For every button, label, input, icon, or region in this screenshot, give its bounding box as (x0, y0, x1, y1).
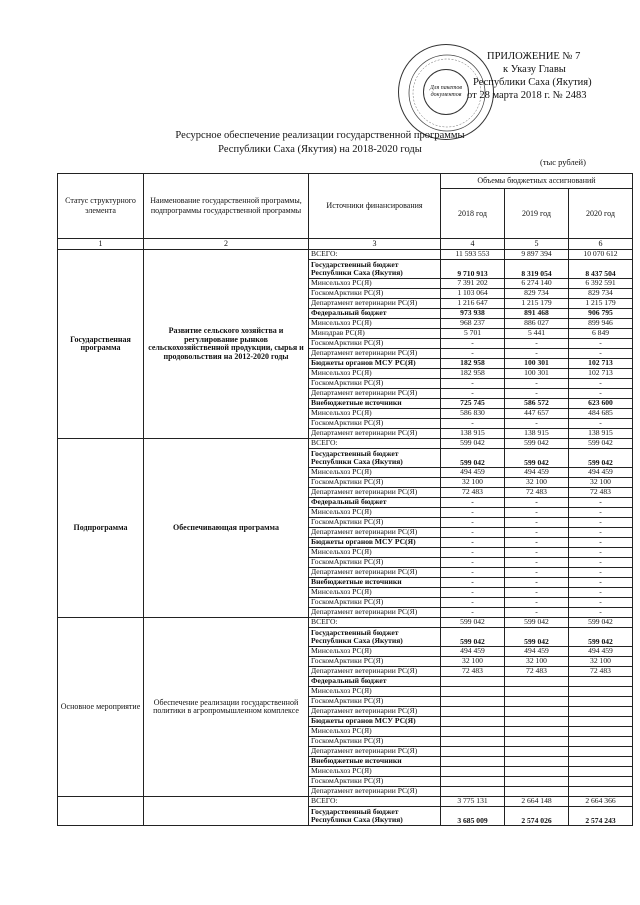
source-cell: Федеральный бюджет (309, 309, 441, 319)
value-2020: 484 685 (569, 409, 633, 419)
value-2019: - (505, 528, 569, 538)
value-2019: 6 274 140 (505, 279, 569, 289)
value-2018 (441, 697, 505, 707)
value-2018: - (441, 578, 505, 588)
seal-text: Для пакетов документов (430, 85, 462, 98)
value-2018: - (441, 339, 505, 349)
value-2018 (441, 757, 505, 767)
value-2020: 599 042 (569, 628, 633, 647)
units-label: (тыс рублей) (540, 157, 586, 167)
header-2020: 2020 год (569, 189, 633, 239)
value-2020: 6 849 (569, 329, 633, 339)
value-2019: - (505, 508, 569, 518)
source-cell: Минсельхоз РС(Я) (309, 319, 441, 329)
value-2020: 72 483 (569, 667, 633, 677)
value-2019: 32 100 (505, 478, 569, 488)
source-cell: Государственный бюджет Республики Саха (Якутия) (309, 260, 441, 279)
value-2018: 72 483 (441, 488, 505, 498)
value-2020: - (569, 548, 633, 558)
col-number-3: 3 (309, 239, 441, 250)
value-2018: - (441, 588, 505, 598)
value-2020: - (569, 578, 633, 588)
source-cell: ГоскомАрктики РС(Я) (309, 777, 441, 787)
value-2018: - (441, 379, 505, 389)
value-2019: - (505, 588, 569, 598)
value-2018: 494 459 (441, 647, 505, 657)
value-2020: - (569, 389, 633, 399)
value-2018: - (441, 538, 505, 548)
source-cell: Минсельхоз РС(Я) (309, 508, 441, 518)
value-2020: 623 600 (569, 399, 633, 409)
source-cell: Минсельхоз РС(Я) (309, 588, 441, 598)
value-2020: - (569, 498, 633, 508)
status-cell: Подпрограмма (58, 439, 144, 618)
value-2019: 100 301 (505, 369, 569, 379)
value-2018: 3 775 131 (441, 797, 505, 807)
value-2019: 2 664 148 (505, 797, 569, 807)
annex-line-1: ПРИЛОЖЕНИЕ № 7 (487, 51, 581, 62)
program-name-cell (144, 797, 309, 826)
value-2020: - (569, 419, 633, 429)
source-cell: Минсельхоз РС(Я) (309, 767, 441, 777)
program-name-cell: Развитие сельского хозяйства и регулирование рынков сельскохозяйственной продукции, сырья и продовольствия на 2012-2020 годы (144, 250, 309, 439)
value-2018: 5 701 (441, 329, 505, 339)
value-2020: - (569, 518, 633, 528)
budget-table (57, 173, 633, 826)
value-2018: - (441, 389, 505, 399)
source-cell: Минсельхоз РС(Я) (309, 727, 441, 737)
value-2019: - (505, 548, 569, 558)
source-cell: Федеральный бюджет (309, 498, 441, 508)
value-2018 (441, 707, 505, 717)
source-cell: Внебюджетные источники (309, 757, 441, 767)
value-2018: 32 100 (441, 657, 505, 667)
value-2020: - (569, 349, 633, 359)
value-2019: 32 100 (505, 657, 569, 667)
value-2020 (569, 777, 633, 787)
value-2019: - (505, 568, 569, 578)
value-2020: 599 042 (569, 439, 633, 449)
source-cell: Минсельхоз РС(Я) (309, 279, 441, 289)
source-cell: Внебюджетные источники (309, 399, 441, 409)
value-2019 (505, 747, 569, 757)
value-2020: - (569, 598, 633, 608)
value-2018: 9 710 913 (441, 260, 505, 279)
source-cell: ВСЕГО: (309, 250, 441, 260)
source-cell: ГоскомАрктики РС(Я) (309, 657, 441, 667)
value-2018: - (441, 608, 505, 618)
value-2019: 494 459 (505, 647, 569, 657)
value-2018: 599 042 (441, 628, 505, 647)
source-cell: Департамент ветеринарии РС(Я) (309, 429, 441, 439)
source-cell: Федеральный бюджет (309, 677, 441, 687)
column-number-row (58, 239, 633, 250)
value-2018: 599 042 (441, 439, 505, 449)
value-2019 (505, 687, 569, 697)
value-2020 (569, 787, 633, 797)
source-cell: Бюджеты органов МСУ РС(Я) (309, 717, 441, 727)
value-2019: - (505, 389, 569, 399)
value-2020 (569, 717, 633, 727)
value-2018: - (441, 349, 505, 359)
source-cell: Минсельхоз РС(Я) (309, 369, 441, 379)
value-2018 (441, 727, 505, 737)
source-cell: Государственный бюджет Республики Саха (Якутия) (309, 449, 441, 468)
value-2018: - (441, 419, 505, 429)
value-2018 (441, 787, 505, 797)
value-2018: - (441, 568, 505, 578)
value-2020: 829 734 (569, 289, 633, 299)
source-cell: ГоскомАрктики РС(Я) (309, 419, 441, 429)
status-cell: Государственная программа (58, 250, 144, 439)
value-2019: - (505, 558, 569, 568)
source-cell: Минсельхоз РС(Я) (309, 548, 441, 558)
source-cell: Департамент ветеринарии РС(Я) (309, 488, 441, 498)
source-cell: ГоскомАрктики РС(Я) (309, 289, 441, 299)
value-2019: 5 441 (505, 329, 569, 339)
source-cell: ГоскомАрктики РС(Я) (309, 598, 441, 608)
col-number-4: 4 (441, 239, 505, 250)
source-cell: Департамент ветеринарии РС(Я) (309, 568, 441, 578)
value-2020: 8 437 504 (569, 260, 633, 279)
value-2018: - (441, 498, 505, 508)
value-2018: 586 830 (441, 409, 505, 419)
value-2019 (505, 757, 569, 767)
header-2018: 2018 год (441, 189, 505, 239)
value-2018: 725 745 (441, 399, 505, 409)
source-cell: Минздрав РС(Я) (309, 329, 441, 339)
source-cell: Департамент ветеринарии РС(Я) (309, 299, 441, 309)
source-cell: Минсельхоз РС(Я) (309, 687, 441, 697)
value-2019: 599 042 (505, 439, 569, 449)
value-2019: - (505, 339, 569, 349)
value-2020: 906 795 (569, 309, 633, 319)
source-cell: ГоскомАрктики РС(Я) (309, 737, 441, 747)
annex-line-4: от 28 марта 2018 г. № 2483 (467, 90, 587, 101)
value-2020: 138 915 (569, 429, 633, 439)
source-cell: ГоскомАрктики РС(Я) (309, 478, 441, 488)
value-2018: 599 042 (441, 618, 505, 628)
value-2018: 973 938 (441, 309, 505, 319)
value-2020: 2 664 366 (569, 797, 633, 807)
value-2018: 1 103 064 (441, 289, 505, 299)
header-status: Статус структурного элемента (58, 174, 144, 239)
value-2019: - (505, 349, 569, 359)
value-2019: - (505, 379, 569, 389)
value-2020: 6 392 591 (569, 279, 633, 289)
col-number-5: 5 (505, 239, 569, 250)
source-cell: Департамент ветеринарии РС(Я) (309, 787, 441, 797)
value-2019 (505, 707, 569, 717)
source-cell: ВСЕГО: (309, 618, 441, 628)
value-2018: 494 459 (441, 468, 505, 478)
header-name: Наименование государственной программы, подпрограммы государственной программы (144, 174, 309, 239)
value-2019 (505, 767, 569, 777)
source-cell: ВСЕГО: (309, 439, 441, 449)
header-2019: 2019 год (505, 189, 569, 239)
value-2020: - (569, 568, 633, 578)
value-2020: - (569, 588, 633, 598)
value-2018: 182 958 (441, 369, 505, 379)
source-cell: Департамент ветеринарии РС(Я) (309, 608, 441, 618)
value-2018 (441, 777, 505, 787)
value-2018: 7 391 202 (441, 279, 505, 289)
header-row-1 (58, 174, 633, 189)
value-2018: 3 685 009 (441, 807, 505, 826)
value-2019 (505, 697, 569, 707)
title-line-1: Ресурсное обеспечение реализации государственной программы (175, 130, 465, 141)
value-2019: - (505, 498, 569, 508)
status-cell (58, 797, 144, 826)
col-number-1: 1 (58, 239, 144, 250)
value-2019: 829 734 (505, 289, 569, 299)
program-name-cell: Обеспечивающая программа (144, 439, 309, 618)
value-2020: 10 070 612 (569, 250, 633, 260)
source-cell: Департамент ветеринарии РС(Я) (309, 667, 441, 677)
source-cell: Департамент ветеринарии РС(Я) (309, 747, 441, 757)
value-2020: 599 042 (569, 618, 633, 628)
value-2020: - (569, 538, 633, 548)
value-2018: 599 042 (441, 449, 505, 468)
table-row (58, 618, 633, 628)
value-2019 (505, 677, 569, 687)
value-2019: 72 483 (505, 667, 569, 677)
value-2018: 968 237 (441, 319, 505, 329)
annex-line-2: к Указу Главы (503, 64, 566, 75)
value-2019 (505, 787, 569, 797)
value-2020: 494 459 (569, 468, 633, 478)
value-2019: 9 897 394 (505, 250, 569, 260)
value-2018: - (441, 508, 505, 518)
value-2019: 494 459 (505, 468, 569, 478)
value-2020: - (569, 528, 633, 538)
value-2019: 599 042 (505, 618, 569, 628)
value-2019 (505, 717, 569, 727)
value-2020: - (569, 339, 633, 349)
value-2020: 32 100 (569, 657, 633, 667)
value-2020: 494 459 (569, 647, 633, 657)
value-2018: - (441, 598, 505, 608)
value-2020: - (569, 379, 633, 389)
source-cell: Департамент ветеринарии РС(Я) (309, 528, 441, 538)
col-number-6: 6 (569, 239, 633, 250)
value-2020 (569, 677, 633, 687)
value-2019: 599 042 (505, 449, 569, 468)
seal-inner (423, 69, 469, 115)
value-2020: 102 713 (569, 369, 633, 379)
value-2020 (569, 737, 633, 747)
value-2019: 8 319 054 (505, 260, 569, 279)
title-line-2: Республики Саха (Якутия) на 2018-2020 годы (218, 144, 422, 155)
value-2020: 72 483 (569, 488, 633, 498)
value-2020: - (569, 508, 633, 518)
source-cell: Минсельхоз РС(Я) (309, 468, 441, 478)
source-cell: Государственный бюджет Республики Саха (Якутия) (309, 807, 441, 826)
value-2019 (505, 737, 569, 747)
value-2019 (505, 727, 569, 737)
value-2019: - (505, 538, 569, 548)
source-cell: ГоскомАрктики РС(Я) (309, 518, 441, 528)
col-number-2: 2 (144, 239, 309, 250)
source-cell: Минсельхоз РС(Я) (309, 647, 441, 657)
value-2020: 2 574 243 (569, 807, 633, 826)
value-2018 (441, 677, 505, 687)
source-cell: Департамент ветеринарии РС(Я) (309, 389, 441, 399)
value-2019: - (505, 608, 569, 618)
value-2020: - (569, 608, 633, 618)
value-2018: 138 915 (441, 429, 505, 439)
source-cell: ГоскомАрктики РС(Я) (309, 697, 441, 707)
value-2018: 32 100 (441, 478, 505, 488)
value-2018: 1 216 647 (441, 299, 505, 309)
value-2018 (441, 687, 505, 697)
value-2019: - (505, 419, 569, 429)
value-2018 (441, 767, 505, 777)
value-2019: 586 572 (505, 399, 569, 409)
value-2018: 72 483 (441, 667, 505, 677)
table-row (58, 439, 633, 449)
value-2020 (569, 747, 633, 757)
header-source: Источники финансирования (309, 174, 441, 239)
value-2019: - (505, 518, 569, 528)
table-row (58, 797, 633, 807)
value-2020: 102 713 (569, 359, 633, 369)
value-2019: 891 468 (505, 309, 569, 319)
value-2018: - (441, 518, 505, 528)
source-cell: ГоскомАрктики РС(Я) (309, 379, 441, 389)
annex-block (467, 50, 638, 102)
value-2019: 138 915 (505, 429, 569, 439)
source-cell: ВСЕГО: (309, 797, 441, 807)
value-2019: 72 483 (505, 488, 569, 498)
table-row (58, 250, 633, 260)
value-2018 (441, 747, 505, 757)
source-cell: Бюджеты органов МСУ РС(Я) (309, 359, 441, 369)
value-2019: 599 042 (505, 628, 569, 647)
value-2020: 1 215 179 (569, 299, 633, 309)
value-2019: 2 574 026 (505, 807, 569, 826)
value-2019: - (505, 578, 569, 588)
document-title (120, 129, 520, 157)
value-2020 (569, 727, 633, 737)
source-cell: Департамент ветеринарии РС(Я) (309, 349, 441, 359)
annex-line-3: Республики Саха (Якутия) (473, 77, 592, 88)
source-cell: Минсельхоз РС(Я) (309, 409, 441, 419)
value-2018: 11 593 553 (441, 250, 505, 260)
value-2018: - (441, 528, 505, 538)
value-2020: 32 100 (569, 478, 633, 488)
value-2020: 599 042 (569, 449, 633, 468)
source-cell: ГоскомАрктики РС(Я) (309, 339, 441, 349)
value-2018: 182 958 (441, 359, 505, 369)
header-allocations: Объемы бюджетных ассигнований (441, 174, 633, 189)
value-2019 (505, 777, 569, 787)
value-2020 (569, 767, 633, 777)
status-cell: Основное мероприятие (58, 618, 144, 797)
value-2019: 1 215 179 (505, 299, 569, 309)
value-2020 (569, 757, 633, 767)
value-2020 (569, 707, 633, 717)
source-cell: Государственный бюджет Республики Саха (Якутия) (309, 628, 441, 647)
source-cell: ГоскомАрктики РС(Я) (309, 558, 441, 568)
value-2018 (441, 737, 505, 747)
value-2018: - (441, 558, 505, 568)
source-cell: Бюджеты органов МСУ РС(Я) (309, 538, 441, 548)
value-2018: - (441, 548, 505, 558)
source-cell: Департамент ветеринарии РС(Я) (309, 707, 441, 717)
value-2020 (569, 697, 633, 707)
program-name-cell: Обеспечение реализации государственной политики в агропромышленном комплексе (144, 618, 309, 797)
value-2020: 899 946 (569, 319, 633, 329)
source-cell: Внебюджетные источники (309, 578, 441, 588)
value-2020: - (569, 558, 633, 568)
value-2018 (441, 717, 505, 727)
value-2019: 886 027 (505, 319, 569, 329)
value-2019: 100 301 (505, 359, 569, 369)
value-2019: - (505, 598, 569, 608)
value-2020 (569, 687, 633, 697)
value-2019: 447 657 (505, 409, 569, 419)
